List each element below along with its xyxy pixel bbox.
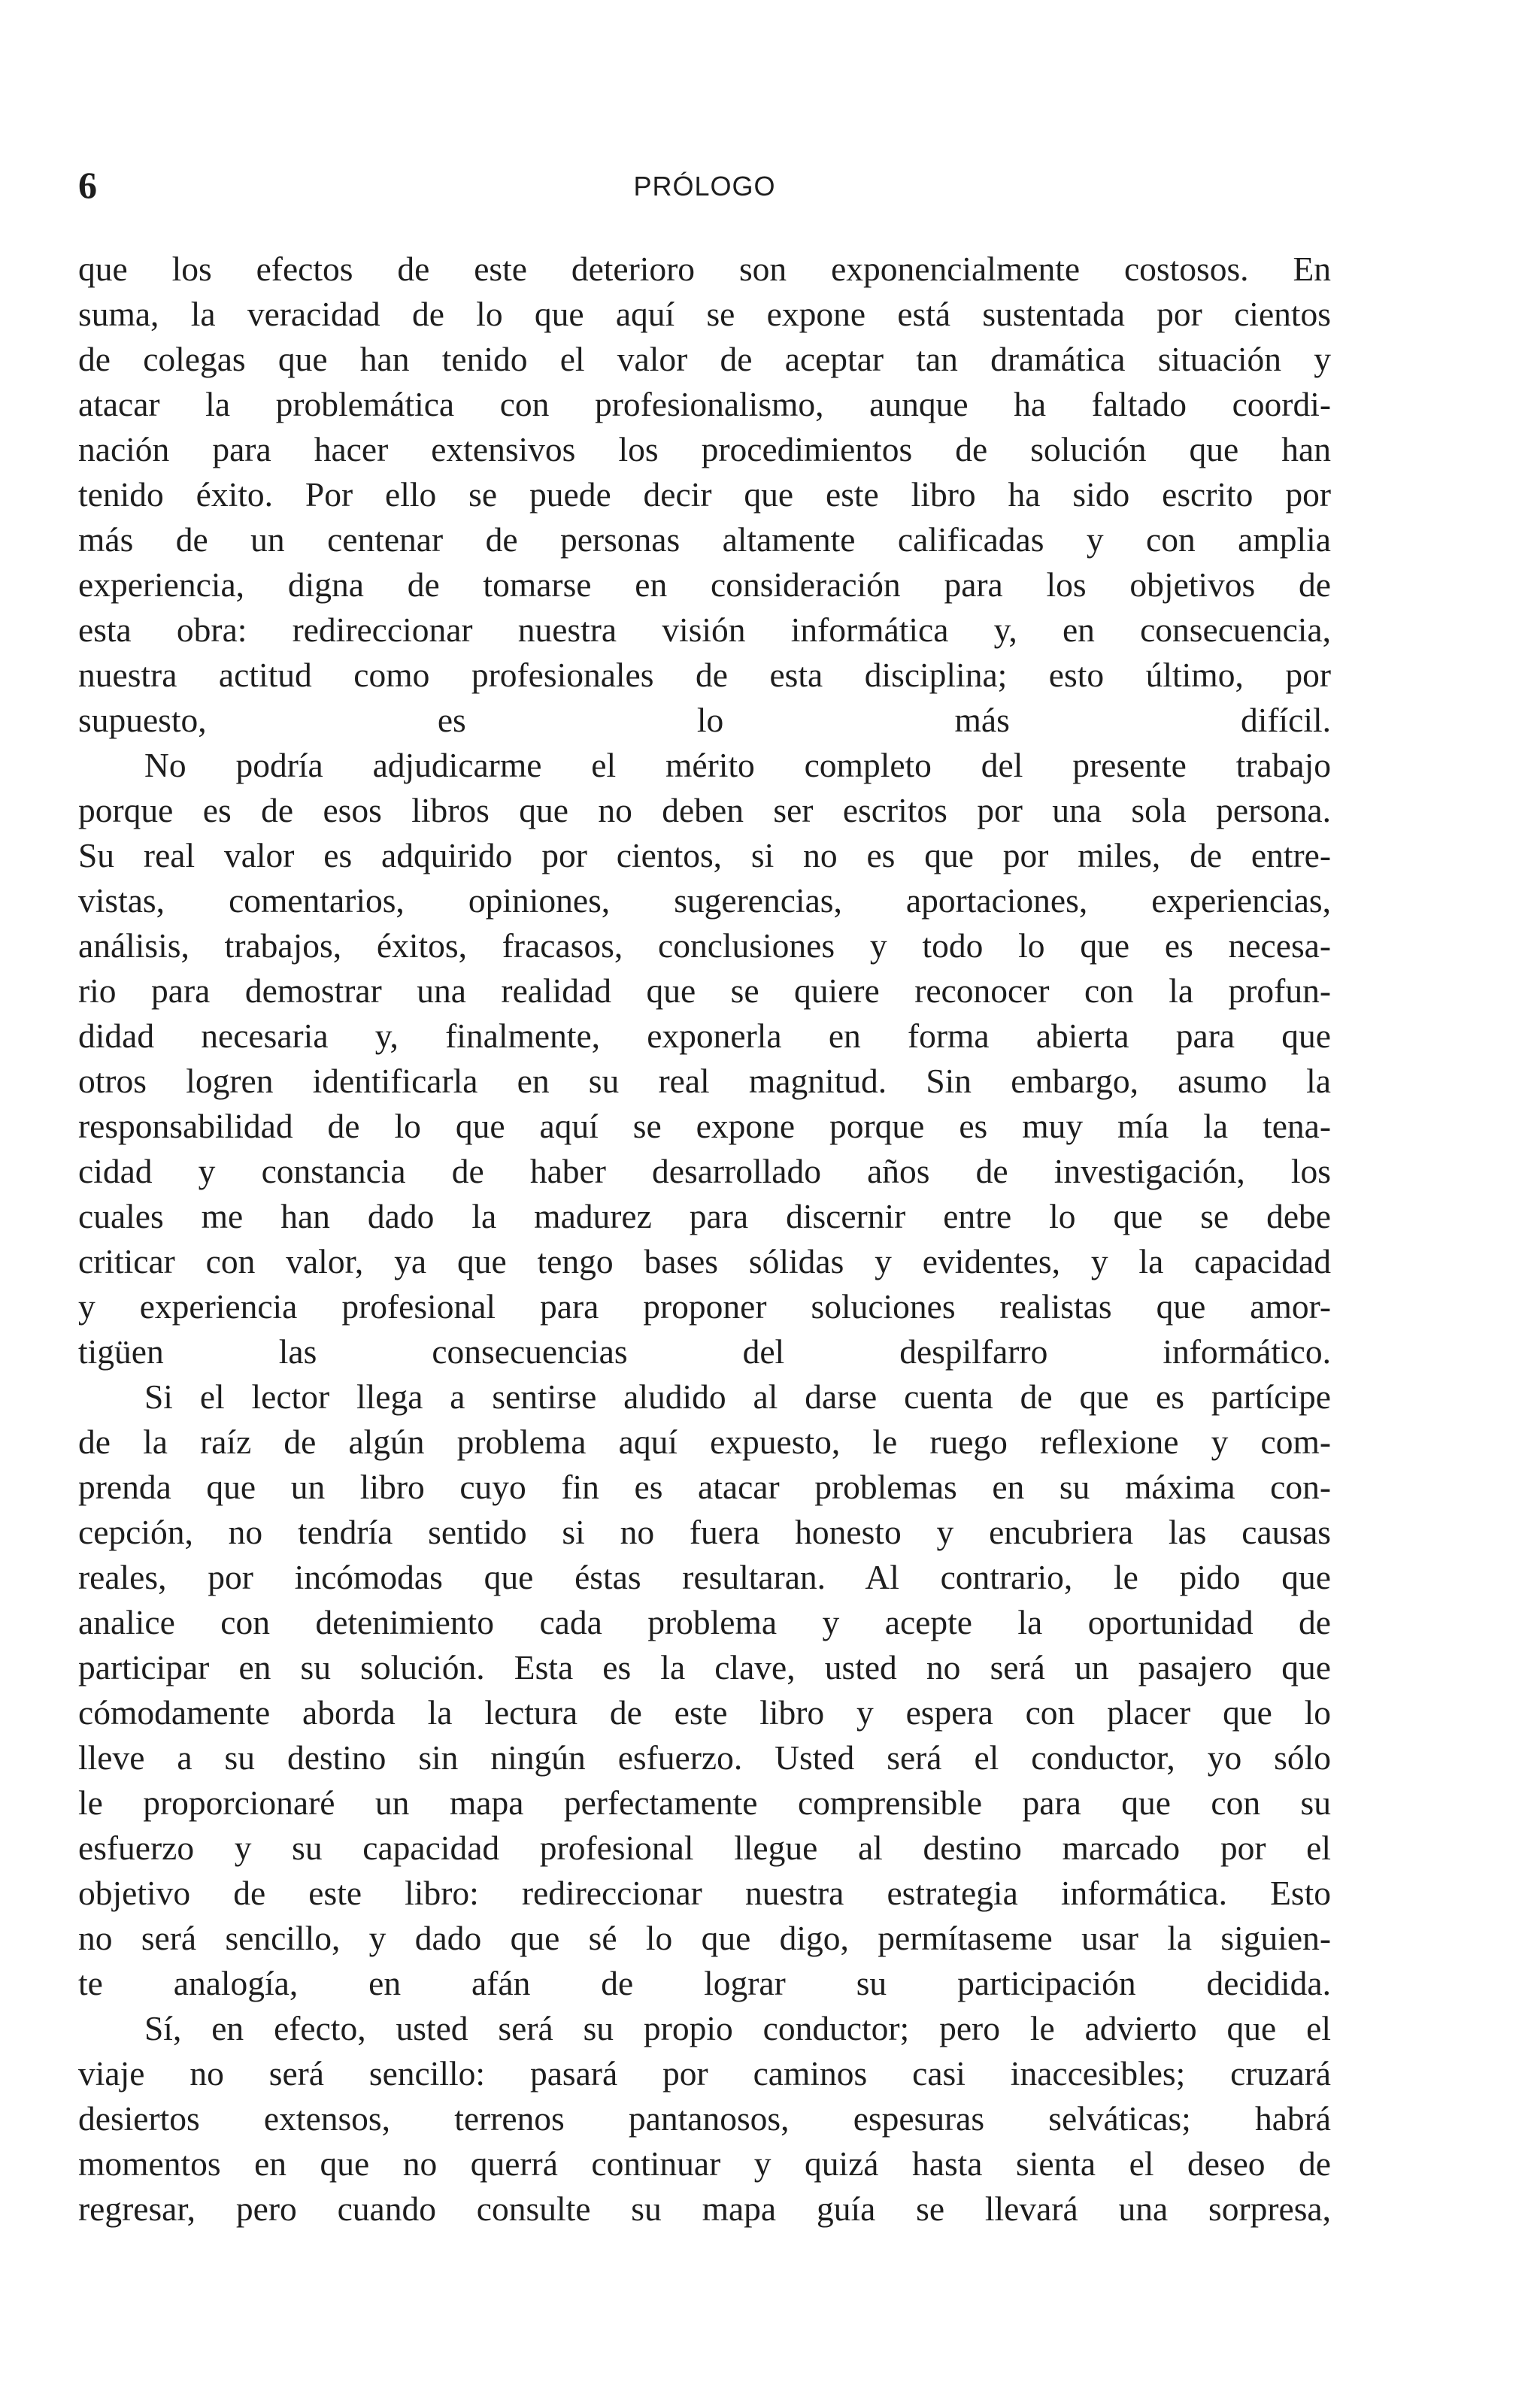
paragraph: Sí, en efecto, usted será su propio conductor; pero le advierto que el viaje no será sencillo: pasará por caminos casi inaccesibles; cruzará desiertos extensos, terrenos pantanosos, espesuras selváticas; habrá momentos en que no querrá continuar y quizá hasta sienta el deseo de regresar, pero cuando consulte su mapa guía se llevará una sorpresa, [78,2009,1331,2228]
running-head [78,162,1331,208]
running-title: PRÓLOGO [633,171,776,202]
paragraph: No podría adjudicarme el mérito completo del presente trabajo porque es de esos libros que no deben ser escritos por una sola persona. Su real valor es adquirido por cientos, si no es que por miles, de entre- vistas, comentarios, opiniones, sugerencias, aportaciones, experiencias, análisis, trabajos, éxitos, fracasos, conclusiones y todo lo que es necesa- rio para demostrar una realidad que se quiere reconocer con la profun- didad necesaria y, finalmente, exponerla en forma abierta para que otros logren identificarla en su real magnitud. Sin embargo, asumo la responsabilidad de lo que aquí se expone porque es muy mía la tena- cidad y constancia de haber desarrollado años de investigación, los cuales me han dado la madurez para discernir entre lo que se debe criticar con valor, ya que tengo bases sólidas y evidentes, y la capacidad y experiencia profesional para proponer soluciones realistas que amor- tigüen las consecuencias del despilfarro informático. [78,746,1331,1371]
body-text [78,247,1331,2232]
page-number: 6 [78,164,97,206]
paragraph: Si el lector llega a sentirse aludido al darse cuenta de que es partícipe de la raíz de algún problema aquí expuesto, le ruego reflexione y com- prenda que un libro cuyo fin es atacar problemas en su máxima con- cepción, no tendría sentido si no fuera honesto y encubriera las causas reales, por incómodas que éstas resultaran. Al contrario, le pido que analice con detenimiento cada problema y acepte la oportunidad de participar en su solución. Esta es la clave, usted no será un pasajero que cómodamente aborda la lectura de este libro y espera con placer que lo lleve a su destino sin ningún esfuerzo. Usted será el conductor, yo sólo le proporcionaré un mapa perfectamente comprensible para que con su esfuerzo y su capacidad profesional llegue al destino marcado por el objetivo de este libro: redireccionar nuestra estrategia informática. Esto no será sencillo, y dado que sé lo que digo, permítaseme usar la siguien- te analogía, en afán de lograr su participación decidida. [78,1377,1331,2002]
book-page [78,0,1331,2385]
paragraph-continued: que los efectos de este deterioro son exponencialmente costosos. En suma, la veracidad de lo que aquí se expone está sustentada por cientos de colegas que han tenido el valor de aceptar tan dramática situación y atacar la problemática con profesionalismo, aunque ha faltado coordi- nación para hacer extensivos los procedimientos de solución que han tenido éxito. Por ello se puede decir que este libro ha sido escrito por más de un centenar de personas altamente calificadas y con amplia experiencia, digna de tomarse en consideración para los objetivos de esta obra: redireccionar nuestra visión informática y, en consecuencia, nuestra actitud como profesionales de esta disciplina; esto último, por supuesto, es lo más difícil. [78,250,1331,739]
